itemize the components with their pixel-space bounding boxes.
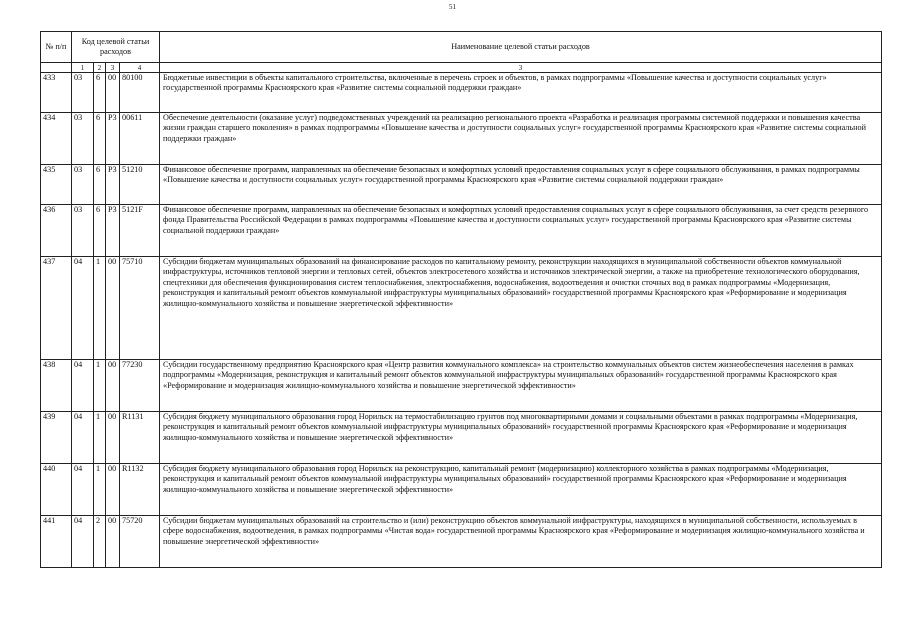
code-part-1-cell: 03 — [72, 205, 94, 257]
description-cell: Бюджетные инвестиции в объекты капитального строительства, включенные в перечень строек и объектов, в рамках подпрограммы «Повышение качества и доступности социальных услуг» государственной программы Красноярского края «Развитие системы социальной поддержки граждан» — [160, 73, 882, 113]
row-number-cell: 437 — [41, 257, 72, 360]
code-part-1-cell: 04 — [72, 516, 94, 568]
description-cell: Финансовое обеспечение программ, направленных на обеспечение безопасных и комфортных условий предоставления социальных услуг в сфере социального обслуживания, в рамках подпрограммы «Повышение качества и доступности социальных услуг» государственной программы Красноярского края «Развитие системы социальной поддержки граждан» — [160, 165, 882, 205]
code-part-3-cell: 00 — [106, 412, 120, 464]
code-part-4-cell: 51210 — [120, 165, 160, 205]
code-part-1-cell: 03 — [72, 165, 94, 205]
table-row — [41, 73, 882, 113]
row-number-cell: 435 — [41, 165, 72, 205]
header-sub-4: 4 — [120, 63, 160, 73]
description-cell: Обеспечение деятельности (оказание услуг) подведомственных учреждений на реализацию регионального проекта «Разработка и реализация программы системной поддержки и повышения качества жизни граждан старшего поколения» в рамках подпрограммы «Повышение качества и доступности социальных услуг» государственной программы Красноярского края «Развитие системы социальной поддержки граждан» — [160, 113, 882, 165]
code-part-4-cell: 80100 — [120, 73, 160, 113]
description-cell: Субсидии государственному предприятию Красноярского края «Центр развития коммунального комплекса» на строительство коммунальных объектов систем жизнеобеспечения населения в рамках подпрограммы «Модернизация, реконструкция и капитальный ремонт объектов коммунальной инфраструктуры муниципальных образований» государственной программы Красноярского края «Реформирование и модернизация жилищно-коммунального хозяйства и повышение энергетической эффективности» — [160, 360, 882, 412]
table-row — [41, 113, 882, 165]
row-number-cell: 441 — [41, 516, 72, 568]
code-part-4-cell: 75720 — [120, 516, 160, 568]
header-sub-empty — [41, 63, 72, 73]
code-part-4-cell: 5121F — [120, 205, 160, 257]
code-part-1-cell: 04 — [72, 464, 94, 516]
header-name: Наименование целевой статьи расходов — [160, 32, 882, 63]
code-part-2-cell: 1 — [94, 412, 106, 464]
table-row — [41, 205, 882, 257]
code-part-1-cell: 04 — [72, 257, 94, 360]
code-part-4-cell: 75710 — [120, 257, 160, 360]
code-part-2-cell: 1 — [94, 257, 106, 360]
row-number-cell: 433 — [41, 73, 72, 113]
budget-codes-table — [40, 31, 882, 568]
header-code: Код целевой статьи расходов — [72, 32, 160, 63]
code-part-2-cell: 6 — [94, 113, 106, 165]
code-part-3-cell: Р3 — [106, 205, 120, 257]
code-part-4-cell: R1131 — [120, 412, 160, 464]
description-cell: Финансовое обеспечение программ, направленных на обеспечение безопасных и комфортных условий предоставления социальных услуг в сфере социального обслуживания, за счет средств резервного фонда Правительства Российской Федерации в рамках подпрограммы «Повышение качества и доступности социальных услуг» государственной программы Красноярского края «Развитие системы социальной поддержки граждан» — [160, 205, 882, 257]
description-cell: Субсидии бюджетам муниципальных образований на строительство и (или) реконструкцию объектов коммунальной инфраструктуры, находящихся в муниципальной собственности, используемых в сфере водоснабжения, водоотведения, в рамках подпрограммы «Чистая вода» государственной программы Красноярского края «Реформирование и модернизация жилищно-коммунального хозяйства и повышение энергетической эффективности» — [160, 516, 882, 568]
code-part-1-cell: 03 — [72, 113, 94, 165]
code-part-3-cell: Р3 — [106, 113, 120, 165]
code-part-3-cell: 00 — [106, 257, 120, 360]
code-part-3-cell: 00 — [106, 464, 120, 516]
table-row — [41, 165, 882, 205]
row-number-cell: 436 — [41, 205, 72, 257]
code-part-2-cell: 6 — [94, 205, 106, 257]
code-part-2-cell: 6 — [94, 165, 106, 205]
table-row — [41, 464, 882, 516]
header-sub-1: 1 — [72, 63, 94, 73]
code-part-2-cell: 6 — [94, 73, 106, 113]
code-part-4-cell: R1132 — [120, 464, 160, 516]
header-sub-5: 3 — [160, 63, 882, 73]
description-cell: Субсидия бюджету муниципального образования город Норильск на термостабилизацию грунтов под многоквартирными домами и социальными объектами в рамках подпрограммы «Модернизация, реконструкция и капитальный ремонт объектов коммунальной инфраструктуры муниципальных образований» государственной программы Красноярского края «Реформирование и модернизация жилищно-коммунального хозяйства и повышение энергетической эффективности» — [160, 412, 882, 464]
code-part-1-cell: 04 — [72, 412, 94, 464]
code-part-3-cell: 00 — [106, 516, 120, 568]
code-part-4-cell: 00611 — [120, 113, 160, 165]
row-number-cell: 439 — [41, 412, 72, 464]
code-part-3-cell: 00 — [106, 73, 120, 113]
code-part-2-cell: 1 — [94, 360, 106, 412]
code-part-4-cell: 77230 — [120, 360, 160, 412]
code-part-2-cell: 2 — [94, 516, 106, 568]
row-number-cell: 440 — [41, 464, 72, 516]
code-part-3-cell: 00 — [106, 360, 120, 412]
header-sub-2: 2 — [94, 63, 106, 73]
header-sub-3: 3 — [106, 63, 120, 73]
code-part-1-cell: 03 — [72, 73, 94, 113]
row-number-cell: 434 — [41, 113, 72, 165]
description-cell: Субсидия бюджету муниципального образования город Норильск на реконструкцию, капитальный ремонт (модернизацию) коллекторного хозяйства в рамках подпрограммы «Модернизация, реконструкция и капитальный ремонт объектов коммунальной инфраструктуры муниципальных образований» государственной программы Красноярского края «Реформирование и модернизация жилищно-коммунального хозяйства и повышение энергетической эффективности» — [160, 464, 882, 516]
table-row — [41, 412, 882, 464]
row-number-cell: 438 — [41, 360, 72, 412]
code-part-1-cell: 04 — [72, 360, 94, 412]
table-row — [41, 516, 882, 568]
description-cell: Субсидии бюджетам муниципальных образований на финансирование расходов по капитальному ремонту, реконструкции находящихся в муниципальной собственности объектов коммунальной инфраструктуры, источников тепловой энергии и тепловых сетей, объектов электросетевого хозяйства и источников электрической энергии, а также на приобретение технологического оборудования, спецтехники для обеспечения функционирования систем теплоснабжения, электроснабжения, водоснабжения, водоотведения и очистки сточных вод в рамках подпрограммы «Модернизация, реконструкция и капитальный ремонт объектов коммунальной инфраструктуры муниципальных образований» государственной программы Красноярского края «Реформирование и модернизация жилищно-коммунального хозяйства и повышение энергетической эффективности» — [160, 257, 882, 360]
table-row — [41, 257, 882, 360]
table-row — [41, 360, 882, 412]
header-row-number: № п/п — [41, 32, 72, 63]
code-part-2-cell: 1 — [94, 464, 106, 516]
page-number: 51 — [449, 3, 456, 11]
code-part-3-cell: Р3 — [106, 165, 120, 205]
